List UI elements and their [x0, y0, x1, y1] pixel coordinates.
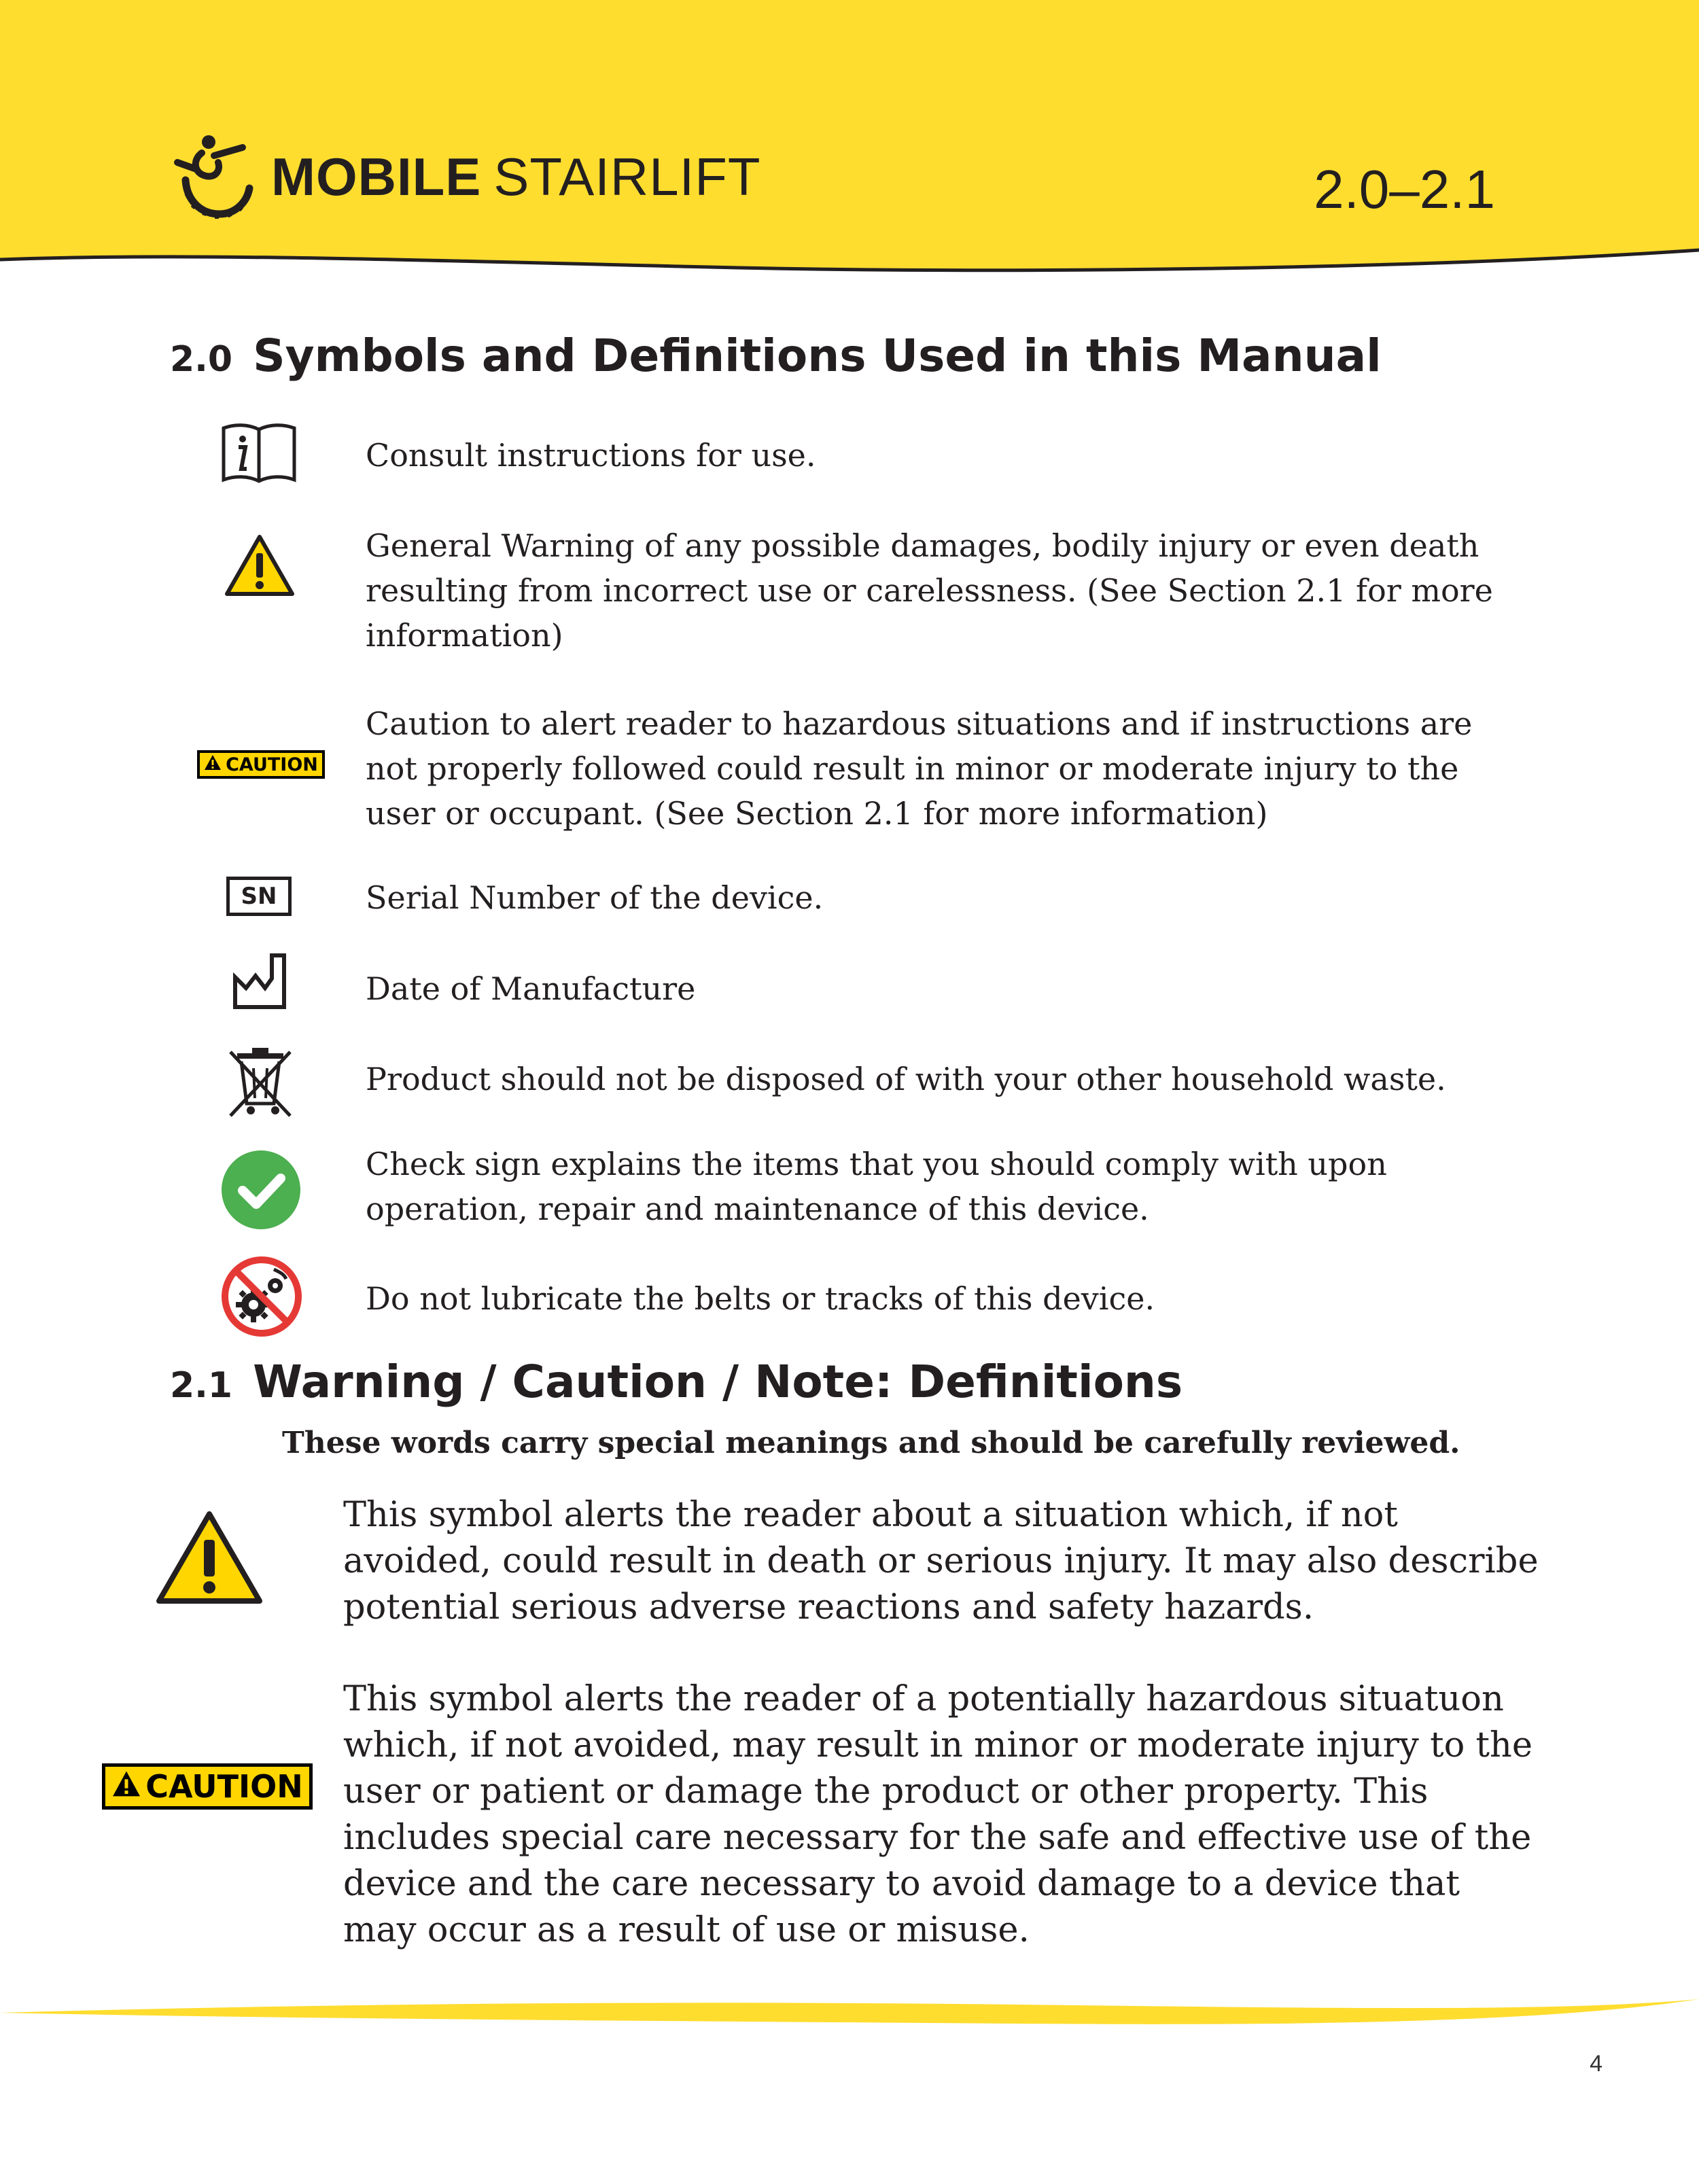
warning-triangle-icon	[155, 1509, 264, 1606]
no-lubricate-icon	[221, 1256, 302, 1337]
symbol-description: Do not lubricate the belts or tracks of this device.	[366, 1280, 1155, 1317]
symbol-description: Date of Manufacture	[366, 970, 696, 1007]
symbol-description: Consult instructions for use.	[366, 437, 816, 474]
caution-label-icon	[102, 1763, 313, 1810]
footer-wave	[0, 1984, 1699, 2052]
symbol-description: Caution to alert reader to hazardous situations and if instructions are not properly followed could result in minor or moderate injury to the user or occupant. (See Section 2.1 for more information)	[366, 705, 1473, 832]
warning-triangle-icon	[224, 533, 295, 598]
section-heading-2-1	[170, 1356, 1183, 1408]
section-number: 2.0	[170, 339, 233, 380]
section-number: 2.1	[170, 1365, 233, 1406]
brand	[167, 133, 761, 221]
instructions-book-icon	[221, 421, 297, 484]
page-number: 4	[1590, 2051, 1602, 2077]
definition-description: This symbol alerts the reader about a situation which, if not avoided, could result in death or serious injury. It may also describe potential serious adverse reactions and safety hazards.	[343, 1495, 1539, 1627]
symbol-description: Product should not be disposed of with your other household waste.	[366, 1061, 1446, 1097]
caution-label: CAUTION	[226, 754, 318, 775]
caution-label: CAUTION	[145, 1768, 303, 1805]
symbol-description: General Warning of any possible damages, bodily injury or even death resulting from incorrect use or carelessness. (See Section 2.1 for more information)	[366, 527, 1493, 654]
stairlift-logo-icon	[167, 133, 262, 221]
check-circle-icon	[221, 1150, 301, 1230]
definition-description: This symbol alerts the reader of a potentially hazardous situatuon which, if not avoided, may result in minor or moderate injury to the user or patient or damage the product or other property. This includes special care necessary for the safe and effective use of the device and the care necessary to avoid damage to a device that may occur as a result of use or misuse.	[343, 1679, 1533, 1950]
symbol-description: Check sign explains the items that you should comply with upon operation, repair and maintenance of this device.	[366, 1146, 1387, 1227]
brand-name-light: STAIRLIFT	[493, 146, 761, 207]
section-title: Warning / Caution / Note: Definitions	[253, 1356, 1183, 1408]
section-title: Symbols and Definitions Used in this Manual	[253, 330, 1382, 382]
section-reference: 2.0–2.1	[1314, 159, 1495, 219]
crossed-bin-icon	[226, 1045, 294, 1119]
brand-name-bold: MOBILE	[271, 146, 482, 207]
section-subtitle: These words carry special meanings and should be carefully reviewed.	[282, 1426, 1460, 1460]
caution-label-icon	[197, 750, 325, 779]
factory-icon	[231, 951, 288, 1010]
serial-number-icon	[226, 877, 292, 916]
serial-number-label: SN	[241, 883, 277, 910]
symbol-description: Serial Number of the device.	[366, 879, 824, 916]
section-heading-2-0	[170, 330, 1382, 382]
